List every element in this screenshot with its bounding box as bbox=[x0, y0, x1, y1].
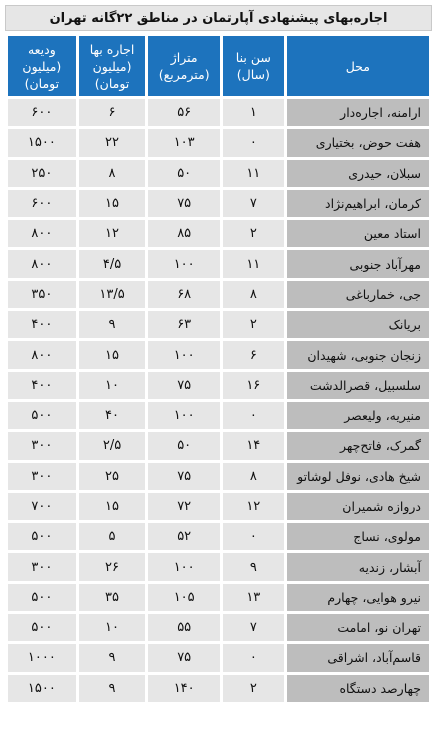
deposit-cell: ۸۰۰ bbox=[8, 220, 76, 247]
table-row bbox=[8, 402, 429, 429]
deposit-cell: ۳۰۰ bbox=[8, 463, 76, 490]
building-age-cell: ۰ bbox=[223, 523, 284, 550]
location-cell: هفت حوض، بختیاری bbox=[287, 129, 429, 156]
area-cell: ۱۰۰ bbox=[148, 402, 220, 429]
location-cell: استاد معین bbox=[287, 220, 429, 247]
area-cell: ۱۰۰ bbox=[148, 553, 220, 580]
building-age-cell: ۱۱ bbox=[223, 160, 284, 187]
location-cell: سلسبیل، قصرالدشت bbox=[287, 372, 429, 399]
building-age-cell: ۱ bbox=[223, 99, 284, 126]
building-age-cell: ۸ bbox=[223, 281, 284, 308]
location-cell: سبلان، حیدری bbox=[287, 160, 429, 187]
building-age-cell: ۱۲ bbox=[223, 493, 284, 520]
deposit-cell: ۸۰۰ bbox=[8, 341, 76, 368]
area-cell: ۵۰ bbox=[148, 432, 220, 459]
header-location: محل bbox=[287, 36, 429, 96]
deposit-cell: ۳۰۰ bbox=[8, 432, 76, 459]
rent-cell: ۱۵ bbox=[79, 341, 146, 368]
table-row bbox=[8, 190, 429, 217]
area-cell: ۱۴۰ bbox=[148, 675, 220, 702]
building-age-cell: ۷ bbox=[223, 614, 284, 641]
location-cell: دروازه شمیران bbox=[287, 493, 429, 520]
rent-cell: ۵ bbox=[79, 523, 146, 550]
rent-cell: ۱۵ bbox=[79, 190, 146, 217]
building-age-cell: ۱۴ bbox=[223, 432, 284, 459]
deposit-cell: ۵۰۰ bbox=[8, 614, 76, 641]
location-cell: قاسم‌آباد، اشراقی bbox=[287, 644, 429, 671]
area-cell: ۶۸ bbox=[148, 281, 220, 308]
location-cell: منیریه، ولیعصر bbox=[287, 402, 429, 429]
deposit-cell: ۱۰۰۰ bbox=[8, 644, 76, 671]
location-cell: گمرک، فاتح‌چهر bbox=[287, 432, 429, 459]
deposit-cell: ۳۰۰ bbox=[8, 553, 76, 580]
area-cell: ۵۲ bbox=[148, 523, 220, 550]
deposit-cell: ۷۰۰ bbox=[8, 493, 76, 520]
building-age-cell: ۱۶ bbox=[223, 372, 284, 399]
location-cell: تهران نو، امامت bbox=[287, 614, 429, 641]
area-cell: ۵۰ bbox=[148, 160, 220, 187]
building-age-cell: ۲ bbox=[223, 220, 284, 247]
building-age-cell: ۶ bbox=[223, 341, 284, 368]
header-building-age: سن بنا (سال) bbox=[223, 36, 284, 96]
deposit-cell: ۸۰۰ bbox=[8, 250, 76, 277]
building-age-cell: ۱۳ bbox=[223, 584, 284, 611]
rent-table bbox=[5, 33, 432, 705]
rent-cell: ۲۶ bbox=[79, 553, 146, 580]
deposit-cell: ۲۵۰ bbox=[8, 160, 76, 187]
area-cell: ۵۵ bbox=[148, 614, 220, 641]
rent-cell: ۸ bbox=[79, 160, 146, 187]
location-cell: مهرآباد جنوبی bbox=[287, 250, 429, 277]
header-row bbox=[8, 36, 429, 96]
header-deposit: ودیعه (میلیون تومان) bbox=[8, 36, 76, 96]
area-cell: ۱۰۳ bbox=[148, 129, 220, 156]
rent-table-panel bbox=[5, 5, 432, 751]
area-cell: ۷۲ bbox=[148, 493, 220, 520]
table-row bbox=[8, 432, 429, 459]
table-row bbox=[8, 341, 429, 368]
area-cell: ۷۵ bbox=[148, 463, 220, 490]
area-cell: ۸۵ bbox=[148, 220, 220, 247]
table-row bbox=[8, 160, 429, 187]
location-cell: نیرو هوایی، چهارم bbox=[287, 584, 429, 611]
rent-cell: ۹ bbox=[79, 675, 146, 702]
location-cell: مولوی، نساج bbox=[287, 523, 429, 550]
table-row bbox=[8, 281, 429, 308]
table-row bbox=[8, 99, 429, 126]
header-rent: اجاره بها (میلیون تومان) bbox=[79, 36, 146, 96]
building-age-cell: ۰ bbox=[223, 129, 284, 156]
area-cell: ۷۵ bbox=[148, 644, 220, 671]
rent-cell: ۱۲ bbox=[79, 220, 146, 247]
area-cell: ۱۰۰ bbox=[148, 250, 220, 277]
table-row bbox=[8, 584, 429, 611]
rent-cell: ۶ bbox=[79, 99, 146, 126]
rent-cell: ۱۰ bbox=[79, 614, 146, 641]
location-cell: جی، خمارباغی bbox=[287, 281, 429, 308]
table-row bbox=[8, 372, 429, 399]
deposit-cell: ۱۵۰۰ bbox=[8, 675, 76, 702]
deposit-cell: ۴۰۰ bbox=[8, 372, 76, 399]
table-row bbox=[8, 311, 429, 338]
building-age-cell: ۷ bbox=[223, 190, 284, 217]
deposit-cell: ۵۰۰ bbox=[8, 584, 76, 611]
location-cell: ارامنه، اجاره‌دار bbox=[287, 99, 429, 126]
rent-cell: ۲/۵ bbox=[79, 432, 146, 459]
deposit-cell: ۵۰۰ bbox=[8, 402, 76, 429]
deposit-cell: ۶۰۰ bbox=[8, 99, 76, 126]
area-cell: ۷۵ bbox=[148, 372, 220, 399]
location-cell: بریانک bbox=[287, 311, 429, 338]
table-row bbox=[8, 463, 429, 490]
building-age-cell: ۹ bbox=[223, 553, 284, 580]
rent-cell: ۲۲ bbox=[79, 129, 146, 156]
deposit-cell: ۳۵۰ bbox=[8, 281, 76, 308]
location-cell: کرمان، ابراهیم‌نژاد bbox=[287, 190, 429, 217]
deposit-cell: ۵۰۰ bbox=[8, 523, 76, 550]
building-age-cell: ۲ bbox=[223, 311, 284, 338]
rent-cell: ۲۵ bbox=[79, 463, 146, 490]
rent-cell: ۹ bbox=[79, 311, 146, 338]
rent-cell: ۱۵ bbox=[79, 493, 146, 520]
rent-cell: ۴۰ bbox=[79, 402, 146, 429]
table-row bbox=[8, 644, 429, 671]
header-area: متراژ (مترمربع) bbox=[148, 36, 220, 96]
area-cell: ۷۵ bbox=[148, 190, 220, 217]
deposit-cell: ۶۰۰ bbox=[8, 190, 76, 217]
table-row bbox=[8, 614, 429, 641]
rent-cell: ۳۵ bbox=[79, 584, 146, 611]
table-row bbox=[8, 675, 429, 702]
building-age-cell: ۰ bbox=[223, 644, 284, 671]
area-cell: ۱۰۵ bbox=[148, 584, 220, 611]
area-cell: ۱۰۰ bbox=[148, 341, 220, 368]
rent-cell: ۱۳/۵ bbox=[79, 281, 146, 308]
location-cell: شیخ هادی، نوفل لوشاتو bbox=[287, 463, 429, 490]
table-body bbox=[8, 99, 429, 702]
table-title: اجاره‌بهای پیشنهادی آپارتمان در مناطق ۲۲گانه تهران bbox=[5, 5, 432, 31]
table-row bbox=[8, 523, 429, 550]
table-row bbox=[8, 553, 429, 580]
building-age-cell: ۸ bbox=[223, 463, 284, 490]
table-row bbox=[8, 493, 429, 520]
table-row bbox=[8, 129, 429, 156]
area-cell: ۵۶ bbox=[148, 99, 220, 126]
location-cell: آبشار، زندیه bbox=[287, 553, 429, 580]
location-cell: چهارصد دستگاه bbox=[287, 675, 429, 702]
deposit-cell: ۱۵۰۰ bbox=[8, 129, 76, 156]
table-row bbox=[8, 220, 429, 247]
building-age-cell: ۱۱ bbox=[223, 250, 284, 277]
location-cell: زنجان جنوبی، شهیدان bbox=[287, 341, 429, 368]
rent-cell: ۴/۵ bbox=[79, 250, 146, 277]
area-cell: ۶۳ bbox=[148, 311, 220, 338]
rent-cell: ۹ bbox=[79, 644, 146, 671]
building-age-cell: ۰ bbox=[223, 402, 284, 429]
deposit-cell: ۴۰۰ bbox=[8, 311, 76, 338]
building-age-cell: ۲ bbox=[223, 675, 284, 702]
table-row bbox=[8, 250, 429, 277]
rent-cell: ۱۰ bbox=[79, 372, 146, 399]
